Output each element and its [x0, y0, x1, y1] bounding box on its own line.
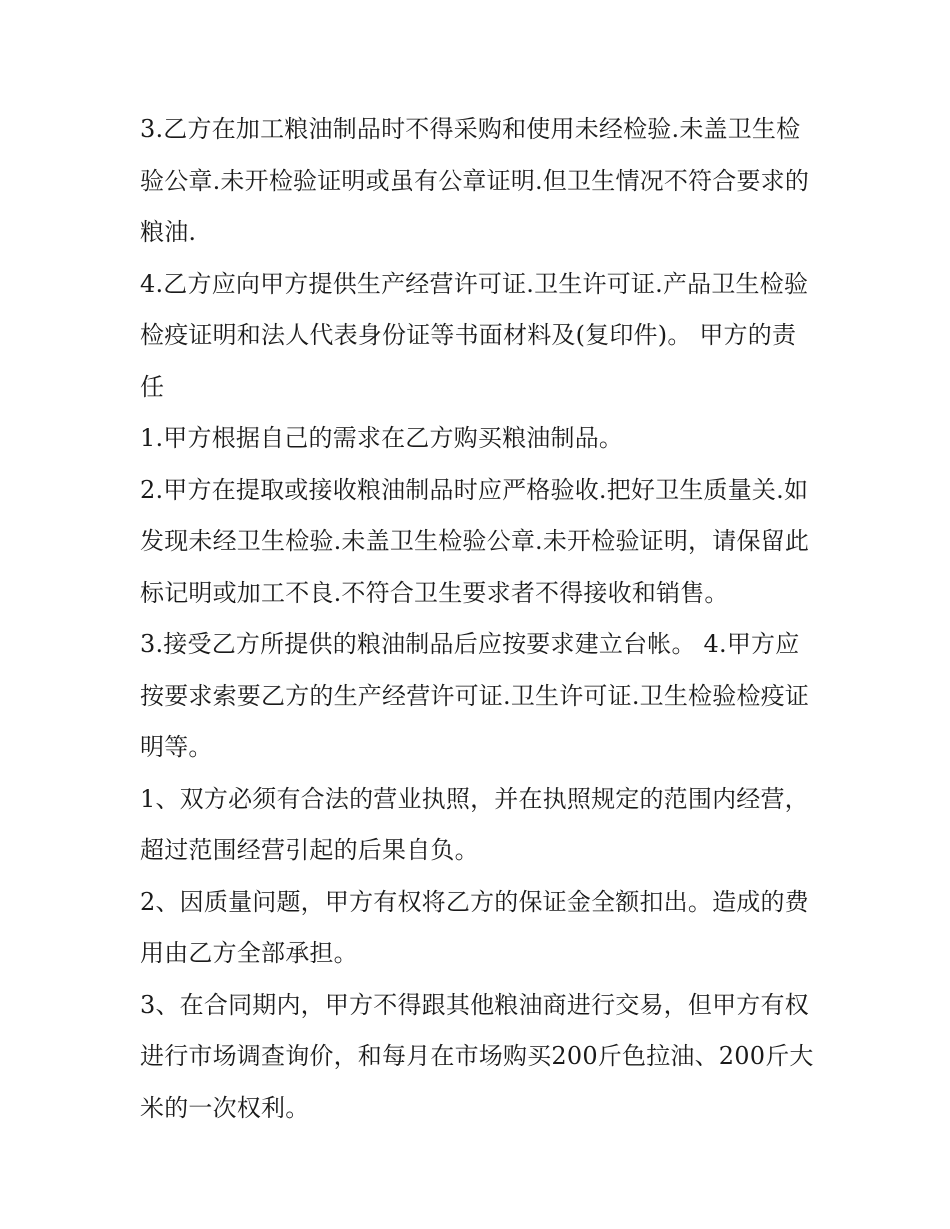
document-body: [140, 104, 820, 1134]
paragraph-general-3: 3、在合同期内，甲方不得跟其他粮油商进行交易，但甲方有权进行市场调查询价，和每月在市场购买200斤色拉油、200斤大米的一次权利。: [140, 990, 814, 1122]
paragraph-clause-yi-4: 4.乙方应向甲方提供生产经营许可证.卫生许可证.产品卫生检验检疫证明和法人代表身份证等书面材料及(复印件)。 甲方的责任: [140, 269, 809, 401]
paragraph-clause-jia-1: 1.甲方根据自己的需求在乙方购买粮油制品。: [140, 424, 624, 452]
paragraph-clause-yi-3: 3.乙方在加工粮油制品时不得采购和使用未经检验.未盖卫生检验公章.未开检验证明或虽有公章证明.但卫生情况不符合要求的粮油.: [140, 115, 810, 246]
paragraph-general-2: 2、因质量问题，甲方有权将乙方的保证金全额扣出。造成的费用由乙方全部承担。: [140, 887, 809, 967]
paragraph-general-1: 1、双方必须有合法的营业执照，并在执照规定的范围内经营，超过范围经营引起的后果自负。: [140, 784, 809, 864]
paragraph-clause-jia-2: 2.甲方在提取或接收粮油制品时应严格验收.把好卫生质量关.如发现未经卫生检验.未盖卫生检验公章.未开检验证明，请保留此标记明或加工不良.不符合卫生要求者不得接收和销售。: [140, 475, 810, 607]
paragraph-clause-jia-3-4: 3.接受乙方所提供的粮油制品后应按要求建立台帐。 4.甲方应按要求索要乙方的生产经营许可证.卫生许可证.卫生检验检疫证明等。: [140, 630, 810, 761]
